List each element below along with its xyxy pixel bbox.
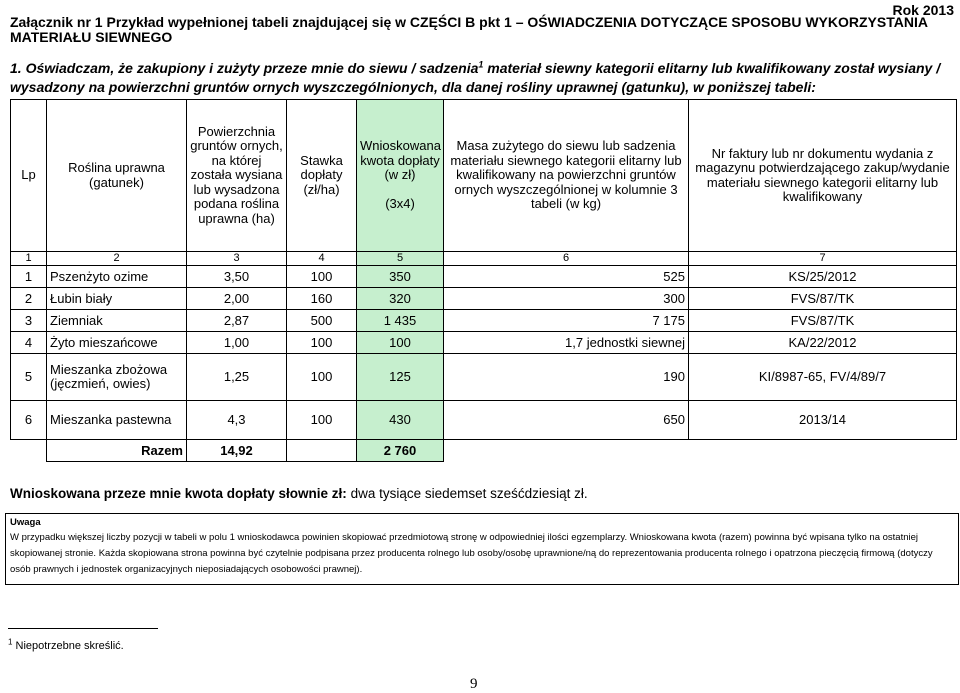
header-amount-formula: (3x4): [385, 196, 415, 212]
cell-plant: Żyto mieszańcowe: [47, 332, 187, 354]
seed-material-table: [10, 99, 957, 462]
table-row: [11, 332, 957, 354]
cell-rate: 160: [287, 288, 357, 310]
document-title: Załącznik nr 1 Przykład wypełnionej tabeli znajdującej się w CZĘŚCI B pkt 1 – OŚWIADCZENIA DOTYCZĄCE SPOSOBU WYKORZYSTANIA MATERIAŁU SIEWNEGO: [10, 14, 928, 45]
table-row: [11, 310, 957, 332]
note-title: Uwaga: [10, 517, 41, 528]
column-number: 7: [689, 252, 957, 266]
cell-mass: 7 175: [444, 310, 689, 332]
footnote-mark: 1: [8, 637, 13, 647]
table-row: [11, 288, 957, 310]
cell-plant: Mieszanka pastewna: [47, 401, 187, 440]
cell-invoice: FVS/87/TK: [689, 288, 957, 310]
table-row: [11, 401, 957, 440]
cell-mass: 190: [444, 354, 689, 401]
column-number: 5: [357, 252, 444, 266]
note-box: [5, 513, 959, 585]
header-mass: Masa zużytego do siewu lub sadzenia materiału siewnego kategorii elitarny lub kwalifikowany na powierzchni gruntów ornych wyszczególnionej w kolumnie 3 tabeli (w kg): [444, 100, 689, 252]
cell-invoice: 2013/14: [689, 401, 957, 440]
cell-amount: 125: [357, 354, 444, 401]
amount-in-words-value: dwa tysiące siedemset sześćdziesiąt zł.: [346, 486, 588, 501]
table-row: [11, 266, 957, 288]
cell-area: 3,50: [187, 266, 287, 288]
header-amount: [357, 100, 444, 252]
column-number: 6: [444, 252, 689, 266]
cell-mass: 650: [444, 401, 689, 440]
total-amount: 2 760: [357, 440, 444, 462]
header-amount-label: Wnioskowana kwota dopłaty (w zł): [360, 138, 441, 183]
cell-area: 1,00: [187, 332, 287, 354]
cell-lp: 3: [11, 310, 47, 332]
cell-area: 2,87: [187, 310, 287, 332]
amount-in-words-label: Wnioskowana przeze mnie kwota dopłaty słownie zł:: [10, 486, 347, 501]
cell-invoice: KA/22/2012: [689, 332, 957, 354]
cell-invoice: KI/8987-65, FV/4/89/7: [689, 354, 957, 401]
total-area: 14,92: [187, 440, 287, 462]
footnote: [8, 637, 124, 652]
column-number-row: [11, 252, 957, 266]
statement-footnote-mark: 1: [478, 59, 484, 70]
cell-plant: Mieszanka zbożowa (jęczmień, owies): [47, 354, 187, 401]
cell-area: 4,3: [187, 401, 287, 440]
cell-rate: 100: [287, 332, 357, 354]
cell-amount: 1 435: [357, 310, 444, 332]
footnote-text: Niepotrzebne skreślić.: [12, 640, 124, 652]
column-number: 2: [47, 252, 187, 266]
cell-invoice: KS/25/2012: [689, 266, 957, 288]
cell-lp: 6: [11, 401, 47, 440]
statement-after: materiał siewny kategorii elitarny lub kwalifikowany został wysiany / wysadzony na powierzchni gruntów ornych wyszczególnionych, dla danej rośliny uprawnej (gatunku), w poniższej tabeli:: [10, 60, 941, 95]
cell-area: 2,00: [187, 288, 287, 310]
cell-plant: Ziemniak: [47, 310, 187, 332]
footnote-divider: [8, 628, 158, 629]
cell-mass: 300: [444, 288, 689, 310]
cell-mass: 525: [444, 266, 689, 288]
cell-rate: 500: [287, 310, 357, 332]
cell-plant: Pszenżyto ozime: [47, 266, 187, 288]
column-number: 1: [11, 252, 47, 266]
cell-lp: 1: [11, 266, 47, 288]
amount-in-words: [10, 486, 588, 501]
cell-lp: 5: [11, 354, 47, 401]
cell-plant: Łubin biały: [47, 288, 187, 310]
page-number: 9: [470, 676, 478, 692]
cell-amount: 320: [357, 288, 444, 310]
cell-invoice: FVS/87/TK: [689, 310, 957, 332]
total-label: Razem: [47, 440, 187, 462]
cell-area: 1,25: [187, 354, 287, 401]
cell-amount: 350: [357, 266, 444, 288]
header-rate: Stawka dopłaty (zł/ha): [287, 100, 357, 252]
table-row: [11, 354, 957, 401]
cell-rate: 100: [287, 401, 357, 440]
cell-amount: 100: [357, 332, 444, 354]
column-number: 4: [287, 252, 357, 266]
cell-amount: 430: [357, 401, 444, 440]
statement-text: [10, 59, 955, 97]
year-label: Rok 2013: [892, 2, 954, 18]
total-rate-empty: [287, 440, 357, 462]
header-area: Powierzchnia gruntów ornych, na której została wysiana lub wysadzona podana roślina uprawna (ha): [187, 100, 287, 252]
cell-rate: 100: [287, 354, 357, 401]
statement-before: 1. Oświadczam, że zakupiony i zużyty przeze mnie do siewu / sadzenia: [10, 60, 479, 76]
cell-lp: 4: [11, 332, 47, 354]
header-invoice: Nr faktury lub nr dokumentu wydania z magazynu potwierdzającego zakup/wydanie materiału siewnego kategorii elitarny lub kwalifikowany: [689, 100, 957, 252]
cell-lp: 2: [11, 288, 47, 310]
total-row: [11, 440, 957, 462]
cell-rate: 100: [287, 266, 357, 288]
header-lp: Lp: [11, 100, 47, 252]
column-number: 3: [187, 252, 287, 266]
cell-mass: 1,7 jednostki siewnej: [444, 332, 689, 354]
header-plant: Roślina uprawna (gatunek): [47, 100, 187, 252]
header-row: [11, 100, 957, 252]
note-text: W przypadku większej liczby pozycji w tabeli w polu 1 wnioskodawca powinien skopiować przedmiotową stronę w odpowiedniej ilości egzemplarzy. Wnioskowana kwota (razem) powinna być wpisana tylko na ostatniej skopiowanej stronie. Każda skopiowana strona powinna być czytelnie podpisana przez producenta rolnego lub osoby/osobę uprawnione/ną do reprezentowania producenta rolnego i opatrzona pieczęcią firmową (dotyczy osób prawnych i jednostek organizacyjnych nieposiadających osobowości prawnej).: [10, 532, 933, 575]
